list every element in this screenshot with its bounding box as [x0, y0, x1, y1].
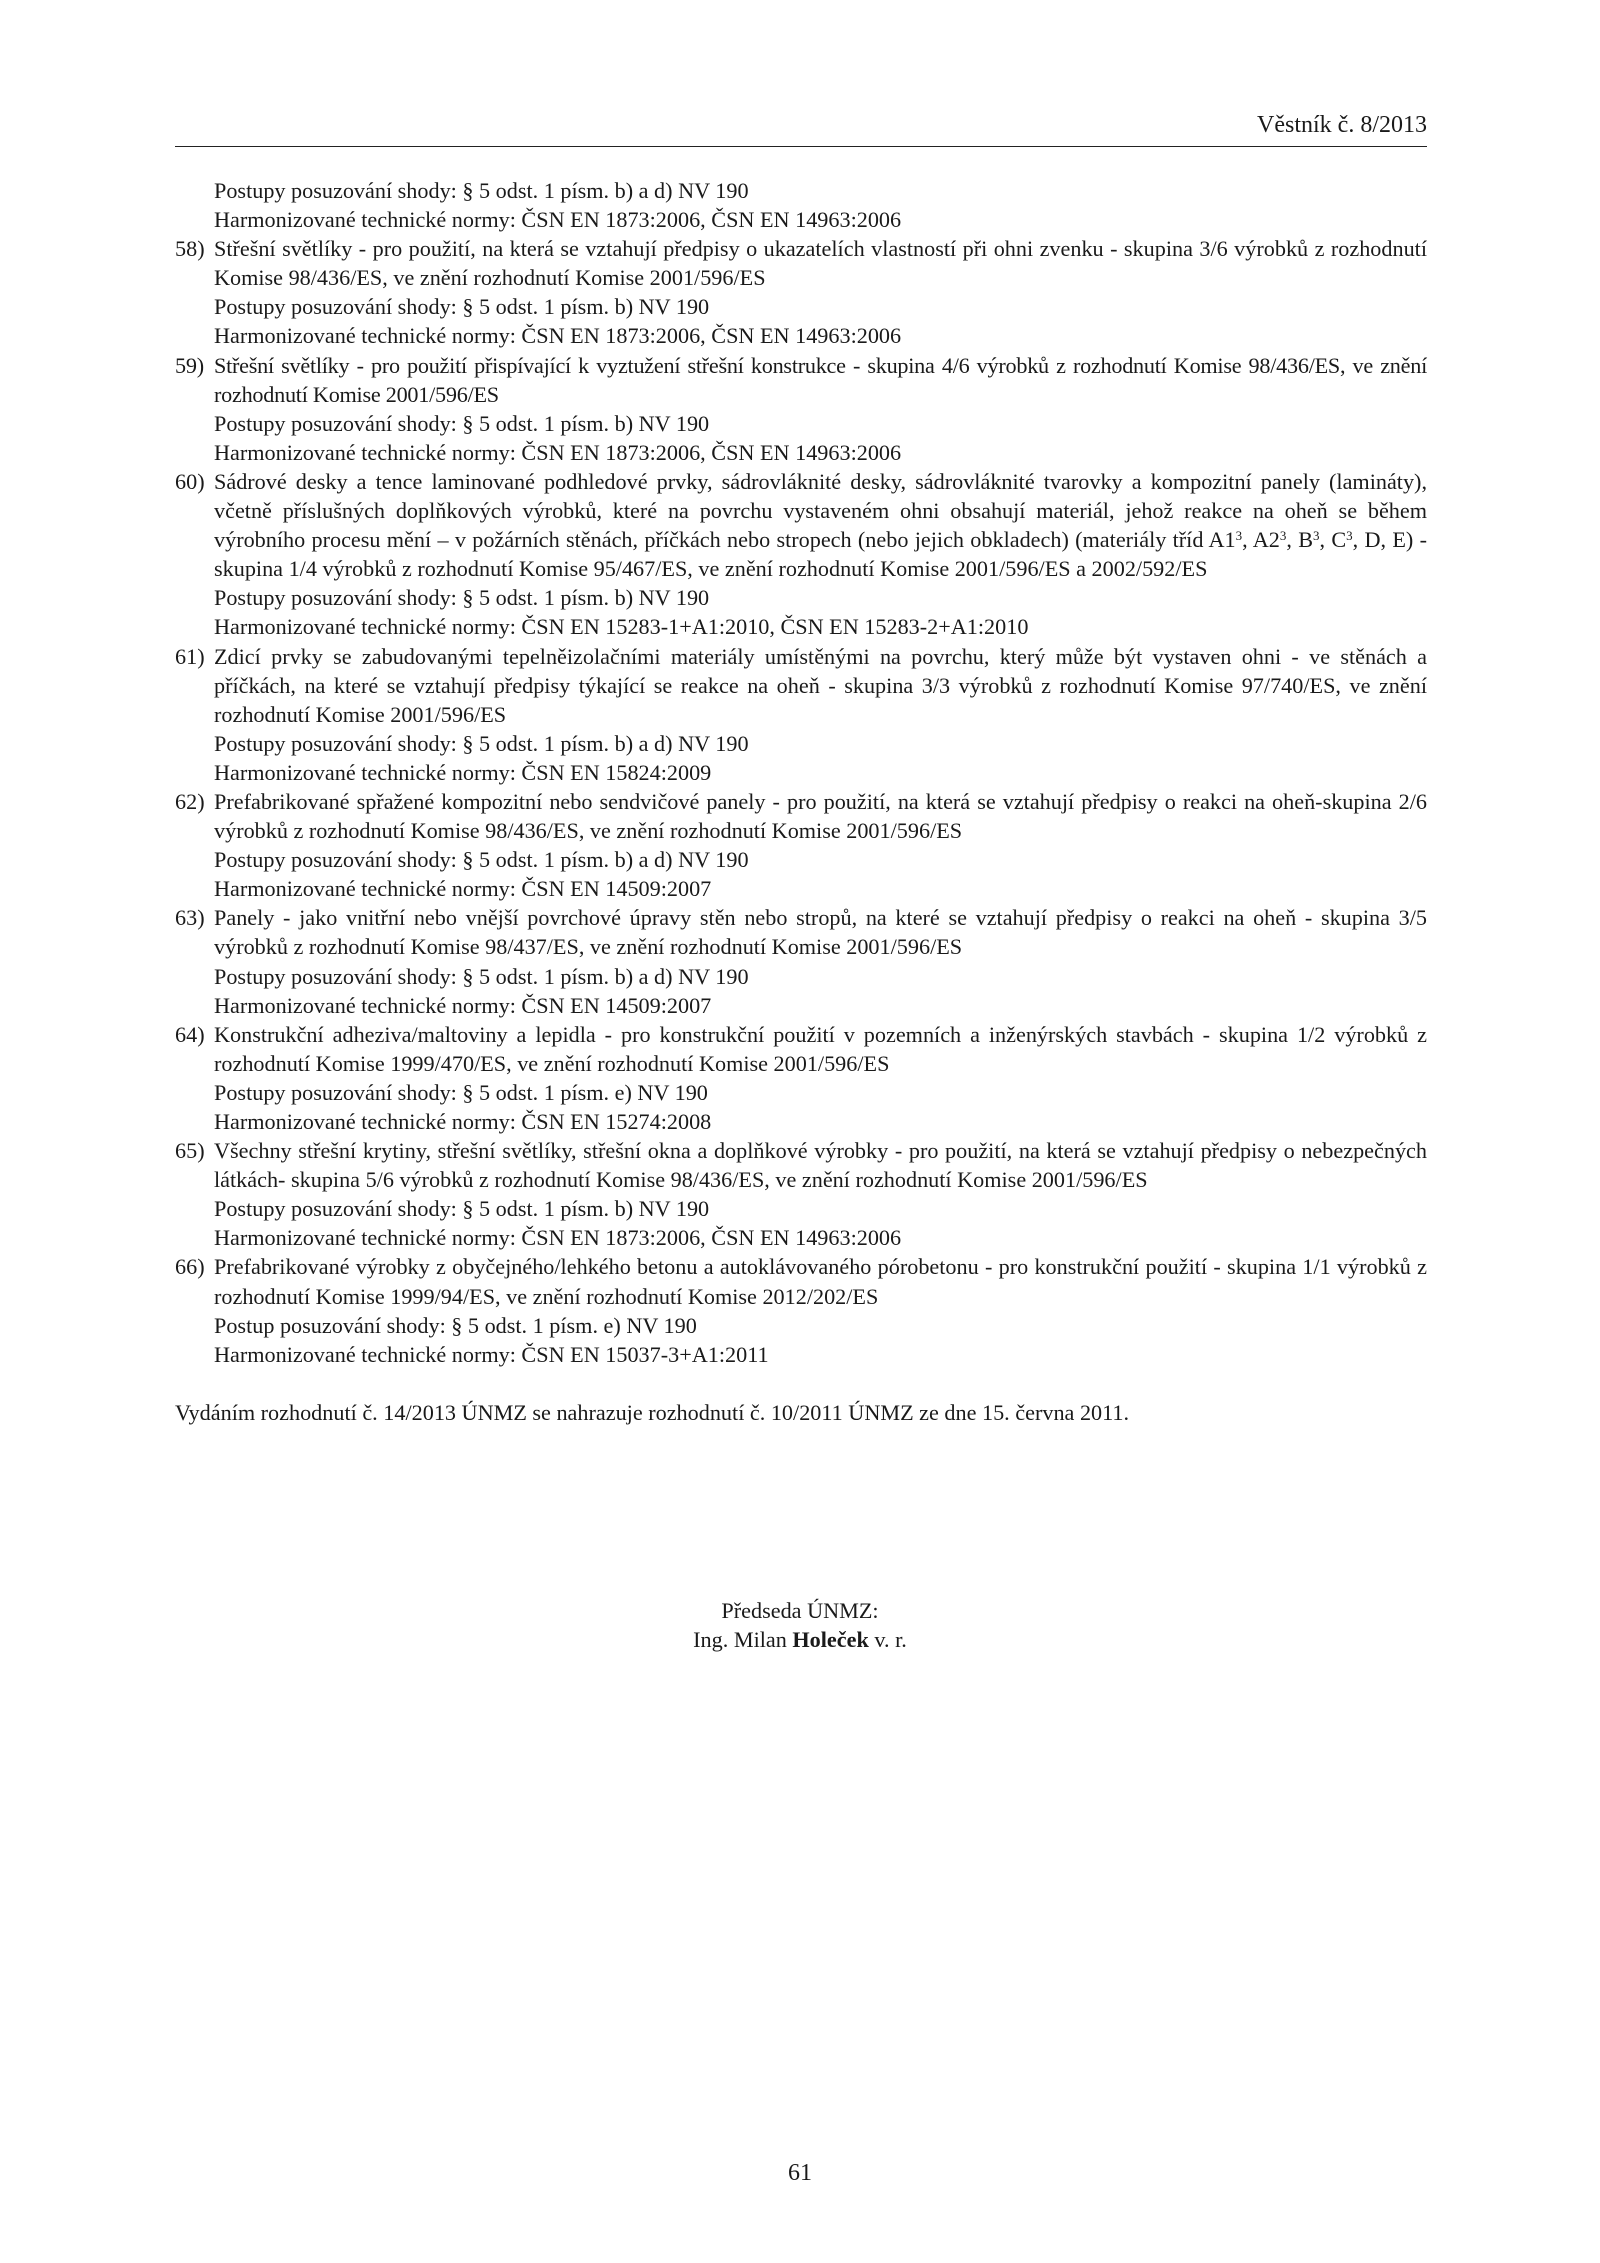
superscript: 3 [1313, 528, 1320, 544]
intro-procedure: Postupy posuzování shody: § 5 odst. 1 písm. b) a d) NV 190 [214, 178, 749, 203]
document-body [175, 176, 1427, 1427]
item-procedure: Postupy posuzování shody: § 5 odst. 1 písm. b) a d) NV 190 [214, 963, 749, 989]
list-item [175, 903, 1427, 1019]
item-number: 60) [175, 468, 205, 494]
item-standards: Harmonizované technické normy: ČSN EN 14509:2007 [214, 992, 712, 1018]
item-text-part: , D, E) - skupina 1/4 výrobků z rozhodnutí Komise 95/467/ES, ve znění rozhodnutí Komise 2001/596/ES a 2002/592/ES [214, 527, 1427, 582]
item-text: Prefabrikované spřažené kompozitní nebo sendvičové panely - pro použití, na která se vztahují předpisy o reakci na oheň-skupina 2/6 výrobků z rozhodnutí Komise 98/436/ES, ve znění rozhodnutí Komise 2001/596/ES [214, 788, 1427, 844]
item-text: Střešní světlíky - pro použití přispívající k vyztužení střešní konstrukce - skupina 4/6 výrobků z rozhodnutí Komise 98/436/ES, ve znění rozhodnutí Komise 2001/596/ES [214, 352, 1427, 407]
item-text-part: Sádrové desky a tence laminované podhledové prvky, sádrovláknité desky, sádrovláknité tvarovky a kompozitní panely (lamináty), včetně příslušných doplňkových výrobků, které na povrchu vystaveném ohni obsahují materiál, jehož reakce na oheň se během výrobního procesu mění – v požárních stěnách, příčkách nebo stropech (nebo jejich obkladech) (materiály tříd A1 [214, 468, 1427, 553]
list-item [175, 1020, 1427, 1136]
item-standards: Harmonizované technické normy: ČSN EN 15037-3+A1:2011 [214, 1341, 769, 1367]
item-description [175, 234, 1427, 292]
item-text: Prefabrikované výrobky z obyčejného/lehkého betonu a autoklávovaného pórobetonu - pro konstrukční použití - skupina 1/1 výrobků z rozhodnutí Komise 1999/94/ES, ve znění rozhodnutí Komise 2012/202/ES [214, 1254, 1427, 1309]
item-number: 64) [175, 1021, 205, 1047]
intro-standards: Harmonizované technické normy: ČSN EN 1873:2006, ČSN EN 14963:2006 [214, 207, 902, 233]
list-item [175, 787, 1427, 903]
list-item [175, 467, 1427, 642]
item-standards: Harmonizované technické normy: ČSN EN 15283-1+A1:2010, ČSN EN 15283-2+A1:2010 [214, 614, 1029, 640]
list-item [175, 234, 1427, 350]
item-text: Zdicí prvky se zabudovanými tepelněizolačními materiály umístěnými na povrchu, který může být vystaven ohni - ve stěnách a příčkách, na které se vztahují předpisy týkající se reakce na oheň - skupina 3/3 výrobků z rozhodnutí Komise 97/740/ES, ve znění rozhodnutí Komise 2001/596/ES [214, 643, 1427, 727]
item-procedure: Postup posuzování shody: § 5 odst. 1 písm. e) NV 190 [214, 1312, 697, 1338]
item-procedure: Postupy posuzování shody: § 5 odst. 1 písm. e) NV 190 [214, 1079, 708, 1105]
superscript: 3 [1235, 528, 1243, 544]
item-number: 63) [175, 905, 205, 931]
item-number: 65) [175, 1138, 205, 1164]
list-item [175, 1136, 1427, 1252]
journal-issue-title: Věstník č. 8/2013 [1257, 112, 1427, 138]
signatory-suffix: v. r. [874, 1627, 907, 1652]
item-standards: Harmonizované technické normy: ČSN EN 15274:2008 [214, 1109, 712, 1134]
item-text-part: , C [1319, 527, 1347, 553]
page-number: 61 [788, 2160, 812, 2186]
item-text: Střešní světlíky - pro použití, na která se vztahují předpisy o ukazatelích vlastností při ohni zvenku - skupina 3/6 výrobků z rozhodnutí Komise 98/436/ES, ve znění rozhodnutí Komise 2001/596/ES [214, 236, 1427, 291]
superscript: 3 [1279, 528, 1287, 544]
item-text-part: , A2 [1242, 527, 1280, 553]
item-standards: Harmonizované technické normy: ČSN EN 1873:2006, ČSN EN 14963:2006 [214, 323, 902, 349]
item-procedure: Postupy posuzování shody: § 5 odst. 1 písm. b) NV 190 [214, 585, 710, 611]
signatory-name-line [0, 1625, 1600, 1654]
item-standards: Harmonizované technické normy: ČSN EN 14509:2007 [214, 876, 712, 902]
item-description [175, 351, 1427, 409]
item-number: 61) [175, 643, 205, 669]
item-procedure: Postupy posuzování shody: § 5 odst. 1 písm. b) NV 190 [214, 294, 710, 320]
item-text: Všechny střešní krytiny, střešní světlíky, střešní okna a doplňkové výrobky - pro použití, na která se vztahují předpisy o nebezpečných látkách- skupina 5/6 výrobků z rozhodnutí Komise 98/436/ES, ve znění rozhodnutí Komise 2001/596/ES [214, 1138, 1427, 1193]
signatory-title-prefix: Ing. Milan [693, 1627, 787, 1652]
item-number: 62) [175, 788, 205, 814]
item-description [175, 642, 1427, 729]
item-procedure: Postupy posuzování shody: § 5 odst. 1 písm. b) NV 190 [214, 1196, 710, 1222]
item-description [175, 1136, 1427, 1194]
item-standards: Harmonizované technické normy: ČSN EN 1873:2006, ČSN EN 14963:2006 [214, 439, 902, 465]
item-number: 59) [175, 352, 204, 378]
item-number: 58) [175, 236, 205, 262]
item-number: 66) [175, 1254, 205, 1280]
item-text: Panely - jako vnitřní nebo vnější povrchové úpravy stěn nebo stropů, na které se vztahují předpisy o reakci na oheň - skupina 3/5 výrobků z rozhodnutí Komise 98/437/ES, ve znění rozhodnutí Komise 2001/596/ES [214, 905, 1427, 960]
item-procedure: Postupy posuzování shody: § 5 odst. 1 písm. b) NV 190 [214, 410, 710, 436]
item-text: Konstrukční adheziva/maltoviny a lepidla - pro konstrukční použití v pozemních a inženýrských stavbách - skupina 1/2 výrobků z rozhodnutí Komise 1999/470/ES, ve znění rozhodnutí Komise 2001/596/ES [214, 1021, 1427, 1076]
signature-block [0, 1596, 1600, 1654]
item-description [175, 467, 1427, 583]
item-description [175, 903, 1427, 961]
list-item [175, 642, 1427, 787]
superscript: 3 [1346, 528, 1353, 544]
list-item [175, 351, 1427, 467]
item-standards: Harmonizované technické normy: ČSN EN 15824:2009 [214, 759, 712, 785]
item-procedure: Postupy posuzování shody: § 5 odst. 1 písm. b) a d) NV 190 [214, 730, 749, 756]
item-description [175, 1252, 1427, 1310]
item-description [175, 1020, 1427, 1078]
signatory-role: Předseda ÚNMZ: [721, 1598, 879, 1623]
item-standards: Harmonizované technické normy: ČSN EN 1873:2006, ČSN EN 14963:2006 [214, 1225, 902, 1251]
signatory-surname: Holeček [792, 1627, 869, 1652]
closing-note: Vydáním rozhodnutí č. 14/2013 ÚNMZ se nahrazuje rozhodnutí č. 10/2011 ÚNMZ ze dne 15. června 2011. [175, 1399, 1130, 1425]
item-description [175, 787, 1427, 845]
page-header [175, 110, 1427, 147]
item-text-part: , B [1286, 527, 1313, 553]
item-procedure: Postupy posuzování shody: § 5 odst. 1 písm. b) a d) NV 190 [214, 847, 749, 873]
list-item [175, 1252, 1427, 1368]
